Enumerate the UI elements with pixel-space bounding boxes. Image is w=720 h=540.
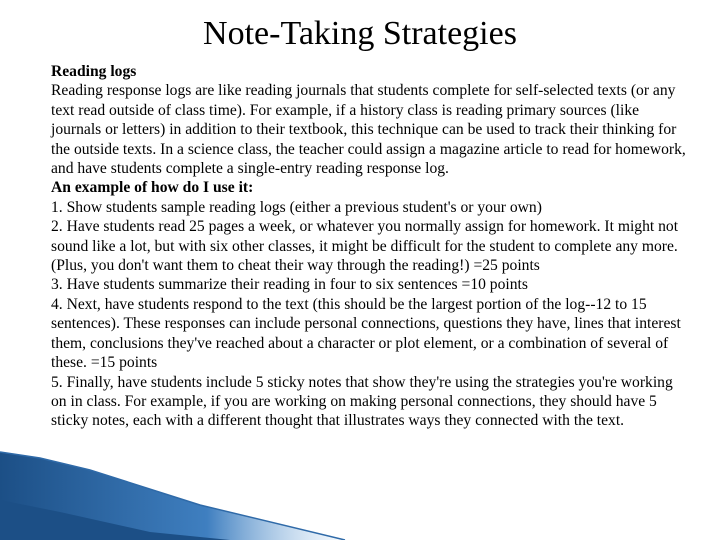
example-heading: An example of how do I use it:: [51, 179, 254, 197]
step-3: 3. Have students summarize their reading in four to six sentences =10 points: [51, 276, 528, 294]
intro-paragraph: Reading response logs are like reading journals that students complete for self-selected texts (or any text read outside of class time). For example, if a history class is reading primary sources (like journals or letters) in addition to their textbook, this technique can be used to track their thinking for the outside texts. In a science class, the teacher could assign a magazine article to read for homework, and have students complete a single-entry reading response log.: [51, 82, 686, 178]
step-4: 4. Next, have students respond to the text (this should be the largest portion of the log--12 to 15 sentences). These responses can include personal connections, questions they have, lines that interest them, conclusions they've reached about a character or plot element, or a combination of several of these. =15 points: [51, 295, 681, 372]
slide-body: [51, 62, 687, 431]
step-5: 5. Finally, have students include 5 sticky notes that show they're using the strategies you're working on in class. For example, if you are working on making personal connections, they should have 5 sticky notes, each with a different thought that illustrates ways they connected with the text.: [51, 373, 673, 430]
step-1: 1. Show students sample reading logs (either a previous student's or your own): [51, 198, 542, 216]
section-heading: Reading logs: [51, 63, 137, 80]
step-2: 2. Have students read 25 pages a week, or whatever you normally assign for homework. It might not sound like a lot, but with six other classes, it might be difficult for the student to complete any more. (Plus, you don't want them to cheat their way through the reading!) =25 points: [51, 218, 679, 275]
wave-swoosh: [0, 452, 345, 540]
page-title: Note-Taking Strategies: [203, 15, 517, 52]
